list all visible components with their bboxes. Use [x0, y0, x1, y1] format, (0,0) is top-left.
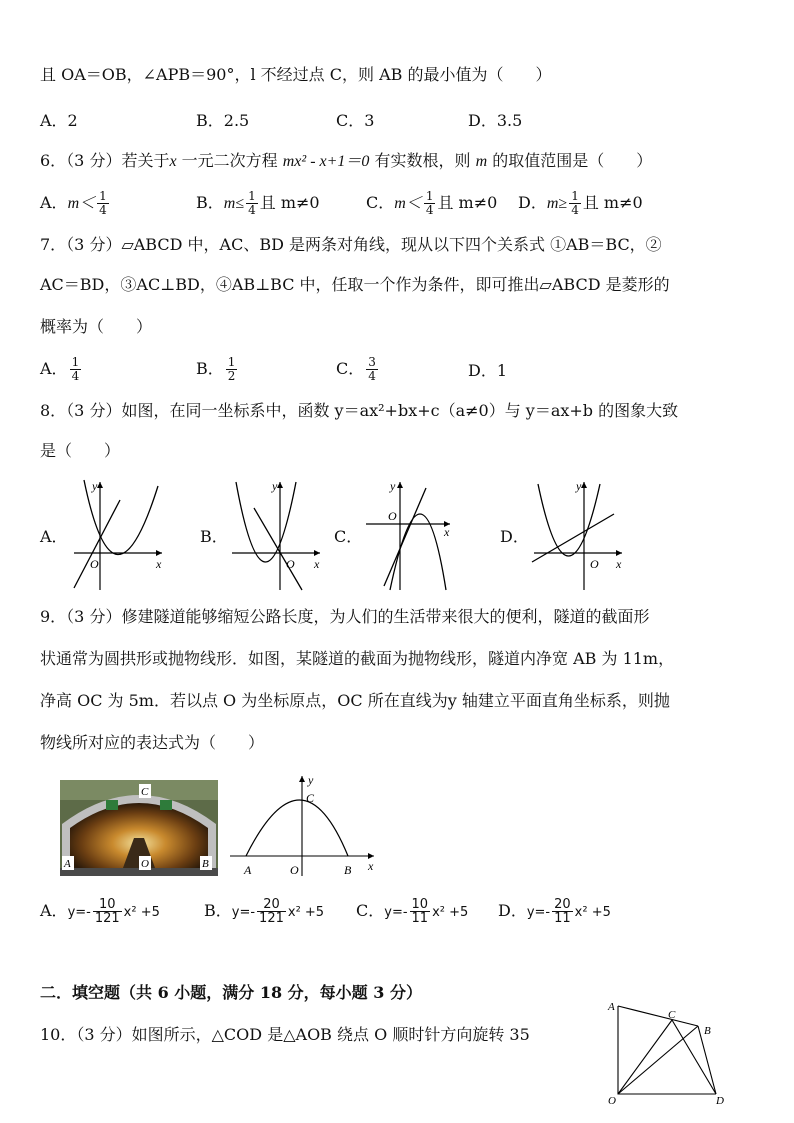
q8-label-a: A． — [40, 527, 68, 546]
q7-stem-line2: AC＝BD，③AC⊥BD，④AB⊥BC 中，任取一个作为条件，即可推出▱ABCD 是菱形的 — [40, 275, 670, 294]
q8-label-c: C． — [334, 527, 363, 546]
graph-d-origin: O — [590, 557, 599, 571]
photo-label-b: B — [202, 858, 209, 870]
q8-stem-line2: 是（ ） — [40, 441, 121, 460]
graph-a-y-label: y — [92, 479, 98, 493]
q9-tunnel-photo — [60, 780, 218, 876]
graph-label-a: A — [244, 863, 252, 877]
q9-stem-line2: 状通常为圆拱形或抛物线形．如图，某隧道的截面为抛物线形，隧道内净宽 AB 为 11m， — [40, 649, 675, 668]
q5-stem-continued: 且 OA＝OB，∠APB＝90°，l 不经过点 C，则 AB 的最小值为（ ） — [40, 65, 552, 84]
photo-label-c: C — [141, 786, 149, 798]
q5-option-c: C．3 — [336, 111, 375, 130]
fig10-label-d: D — [716, 1095, 724, 1107]
graph-c-y-label: y — [390, 479, 396, 493]
q9-option-c: C．y=- $\frac{10}{11}$ x² +5 — [356, 897, 469, 926]
graph-d-y-label: y — [576, 479, 582, 493]
q5-option-b: B．2.5 — [196, 111, 250, 130]
fig10-label-c: C — [668, 1009, 676, 1021]
photo-label-o: O — [141, 858, 149, 870]
q9-option-d: D．y=- $\frac{20}{11}$ x² +5 — [498, 897, 611, 926]
q8-label-b: B． — [200, 527, 228, 546]
q7-stem-line1: 7．（3 分）▱ABCD 中，AC、BD 是两条对角线，现从以下四个关系式 ①AB＝BC，② — [40, 235, 662, 254]
graph-c-x-label: x — [444, 525, 450, 539]
graph-d-x-label: x — [616, 557, 622, 571]
q7-option-d: D．1 — [468, 361, 508, 380]
q5-option-a: A．2 — [40, 111, 78, 130]
photo-label-a: A — [64, 858, 71, 870]
q9-stem-line1: 9．（3 分）修建隧道能够缩短公路长度，为人们的生活带来很大的便利，隧道的截面形 — [40, 607, 650, 626]
section-2-heading: 二．填空题（共 6 小题，满分 18 分，每小题 3 分） — [40, 983, 422, 1002]
q9-parabola-graph — [226, 772, 382, 880]
fig10-label-b: B — [704, 1025, 711, 1037]
q8-graph-b — [228, 478, 328, 593]
q6-option-c: C．m＜ $\frac{1}{4}$ 且 m≠0 — [366, 189, 498, 217]
graph-a-x-label: x — [156, 557, 162, 571]
q6-option-a: A．m＜ $\frac{1}{4}$ — [40, 189, 107, 217]
q7-option-c: C． $\frac{3}{4}$ — [336, 355, 376, 383]
graph-label-o: O — [290, 863, 299, 877]
q5-option-d: D．3.5 — [468, 111, 523, 130]
graph-b-x-label: x — [314, 557, 320, 571]
graph-label-y: y — [308, 773, 314, 787]
fig10-label-a: A — [608, 1001, 615, 1013]
q8-graph-a — [70, 478, 170, 593]
q8-graph-c — [362, 478, 462, 593]
q6-stem: 6．（3 分）若关于x 一元二次方程 mx² - x+1＝0 有实数根，则 m 的取值范围是（ ） — [40, 151, 653, 170]
graph-label-b: B — [344, 863, 352, 877]
q9-option-b: B．y=- $\frac{20}{121}$ x² +5 — [204, 897, 325, 926]
q9-stem-line3: 净高 OC 为 5m．若以点 O 为坐标原点，OC 所在直线为y 轴建立平面直角坐标系，则抛 — [40, 691, 670, 710]
q7-option-a: A． $\frac{1}{4}$ — [40, 355, 80, 383]
q10-rotation-figure — [604, 996, 734, 1108]
graph-b-y-label: y — [272, 479, 278, 493]
q9-option-a: A．y=- $\frac{10}{121}$ x² +5 — [40, 897, 160, 926]
graph-label-c: C — [306, 791, 315, 805]
q7-option-b: B． $\frac{1}{2}$ — [196, 355, 236, 383]
q8-stem-line1: 8．（3 分）如图，在同一坐标系中，函数 y＝ax²+bx+c（a≠0）与 y＝ax+b 的图象大致 — [40, 401, 679, 420]
graph-label-x: x — [368, 859, 374, 873]
q6-option-b: B．m≤ $\frac{1}{4}$ 且 m≠0 — [196, 189, 320, 217]
q8-graph-d — [530, 478, 630, 593]
graph-c-origin: O — [388, 509, 397, 523]
q6-option-d: D．m≥ $\frac{1}{4}$ 且 m≠0 — [518, 189, 643, 217]
graph-a-origin: O — [90, 557, 99, 571]
fig10-label-o: O — [608, 1095, 616, 1107]
q7-stem-line3: 概率为（ ） — [40, 317, 153, 336]
q8-label-d: D． — [500, 527, 529, 546]
q9-stem-line4: 物线所对应的表达式为（ ） — [40, 733, 265, 752]
q10-stem-line1: 10．（3 分）如图所示，△COD 是△AOB 绕点 O 顺时针方向旋转 35 — [40, 1025, 530, 1044]
graph-b-origin: O — [286, 557, 295, 571]
